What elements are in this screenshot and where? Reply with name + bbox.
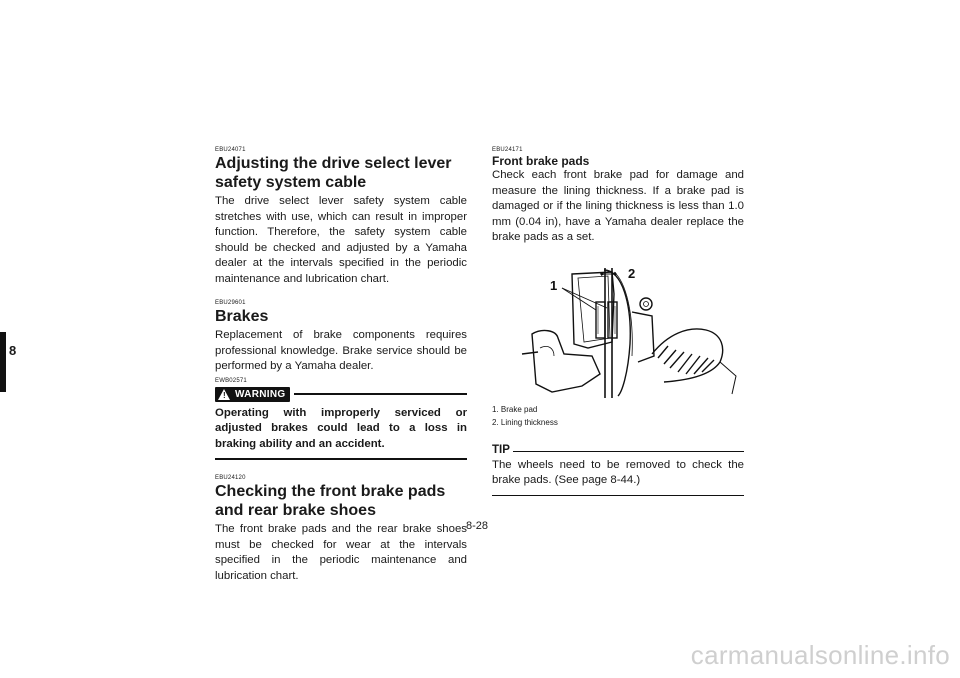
section-code: EBU29601	[215, 300, 246, 306]
section-title-brake-check: Checking the front brake pads and rear brake shoes	[215, 483, 446, 519]
left-column	[215, 146, 467, 584]
tip-header	[492, 444, 744, 456]
caption-item: 2. Lining thickness	[492, 417, 558, 427]
watermark: carmanualsonline.info	[690, 640, 950, 670]
warning-label: WARNING	[235, 388, 286, 400]
chapter-tab	[0, 332, 6, 392]
warning-text: Operating with improperly serviced or adjusted brakes could lead to a loss in braking ability and an accident.	[215, 406, 467, 450]
section-body-brakes: Replacement of brake components requires professional knowledge. Brake service should be performed by a Yamaha dealer.	[215, 329, 467, 372]
section-body-brake-check: The front brake pads and the rear brake shoes must be checked for wear at the intervals specified in the periodic maintenance and lubrication chart.	[215, 523, 467, 582]
warning-badge	[215, 387, 290, 402]
brake-pad-figure	[492, 264, 744, 399]
warning-rule-top	[294, 393, 467, 395]
tip-label: TIP	[492, 443, 510, 456]
tip-text: The wheels need to be removed to check the brake pads. (See page 8-44.)	[492, 458, 744, 486]
section-title-drive-select: Adjusting the drive select lever safety system cable	[215, 155, 452, 191]
caption-item: 1. Brake pad	[492, 404, 538, 414]
section-title-brakes: Brakes	[215, 308, 269, 325]
section-title-front-pads: Front brake pads	[492, 154, 590, 168]
section-code: EBU24120	[215, 475, 246, 481]
figure-captions	[492, 403, 744, 429]
tip-rule-bottom	[492, 495, 744, 497]
warning-code: EWB02571	[215, 377, 247, 384]
section-code: EBU24171	[492, 147, 523, 153]
warning-header	[215, 387, 467, 402]
right-column	[492, 146, 744, 496]
warning-triangle-icon: !	[218, 389, 230, 400]
brake-caliper-illustration	[492, 264, 744, 399]
section-body-front-pads: Check each front brake pad for damage and measure the lining thickness. If a brake pad is damaged or if the lining thickness is less than 1.0 mm (0.04 in), have a Yamaha dealer replace the brake pads as a set.	[492, 169, 744, 243]
figure-callout-2: 2	[628, 265, 636, 281]
figure-callout-1: 1	[550, 277, 558, 293]
section-code: EBU24071	[215, 147, 246, 153]
chapter-number: 8	[9, 343, 17, 358]
page-number: 8-28	[466, 520, 489, 532]
tip-rule-top	[513, 451, 744, 453]
section-body-drive-select: The drive select lever safety system cable stretches with use, which can result in improper function. Therefore, the safety system cable should be checked and adjusted by a Yamaha dealer at the intervals specified in the periodic maintenance and lubrication chart.	[215, 195, 467, 285]
